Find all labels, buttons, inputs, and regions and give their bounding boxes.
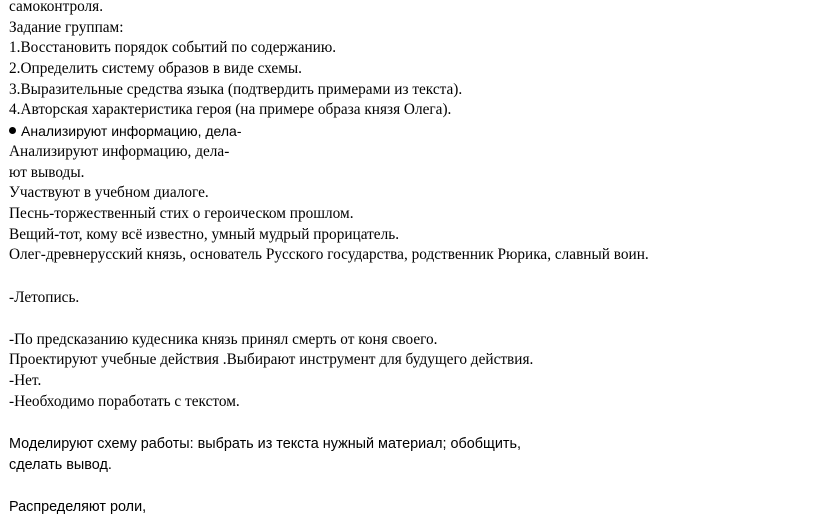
text-line: Распределяют роли,: [9, 499, 147, 515]
text-line: Вещий-тот, кому всё известно, умный мудрый прорицатель.: [9, 226, 400, 243]
text-line: 4.Авторская характеристика героя (на примере образа князя Олега).: [9, 101, 452, 118]
text-line: -Нет.: [9, 372, 42, 389]
bullet-item: [9, 121, 242, 141]
text-line: ют выводы.: [9, 164, 85, 181]
text-line: -Необходимо поработать с текстом.: [9, 393, 240, 410]
text-line: Песнь-торжественный стих о героическом прошлом.: [9, 205, 354, 222]
text-line: -По предсказанию кудесника князь принял смерть от коня своего.: [9, 331, 438, 348]
text-line: Задание группам:: [9, 19, 124, 36]
text-line: самоконтроля.: [9, 0, 104, 15]
text-line: Участвуют в учебном диалоге.: [9, 184, 209, 201]
bullet-text: Анализируют информацию, дела-: [21, 123, 242, 139]
text-line: Проектируют учебные действия .Выбирают инструмент для будущего действия.: [9, 351, 534, 368]
text-line: сделать вывод.: [9, 457, 112, 473]
text-line: Моделируют схему работы: выбрать из текста нужный материал; обобщить,: [9, 436, 521, 452]
text-line: Олег-древнерусский князь, основатель Русского государства, родственник Рюрика, славный воин.: [9, 246, 649, 263]
text-line: -Летопись.: [9, 289, 80, 306]
bullet-icon: [9, 127, 16, 134]
text-line: Анализируют информацию, дела-: [9, 143, 230, 160]
text-line: 1.Восстановить порядок событий по содержанию.: [9, 39, 337, 56]
text-line: 3.Выразительные средства языка (подтвердить примерами из текста).: [9, 81, 463, 98]
text-line: 2.Определить систему образов в виде схемы.: [9, 60, 303, 77]
